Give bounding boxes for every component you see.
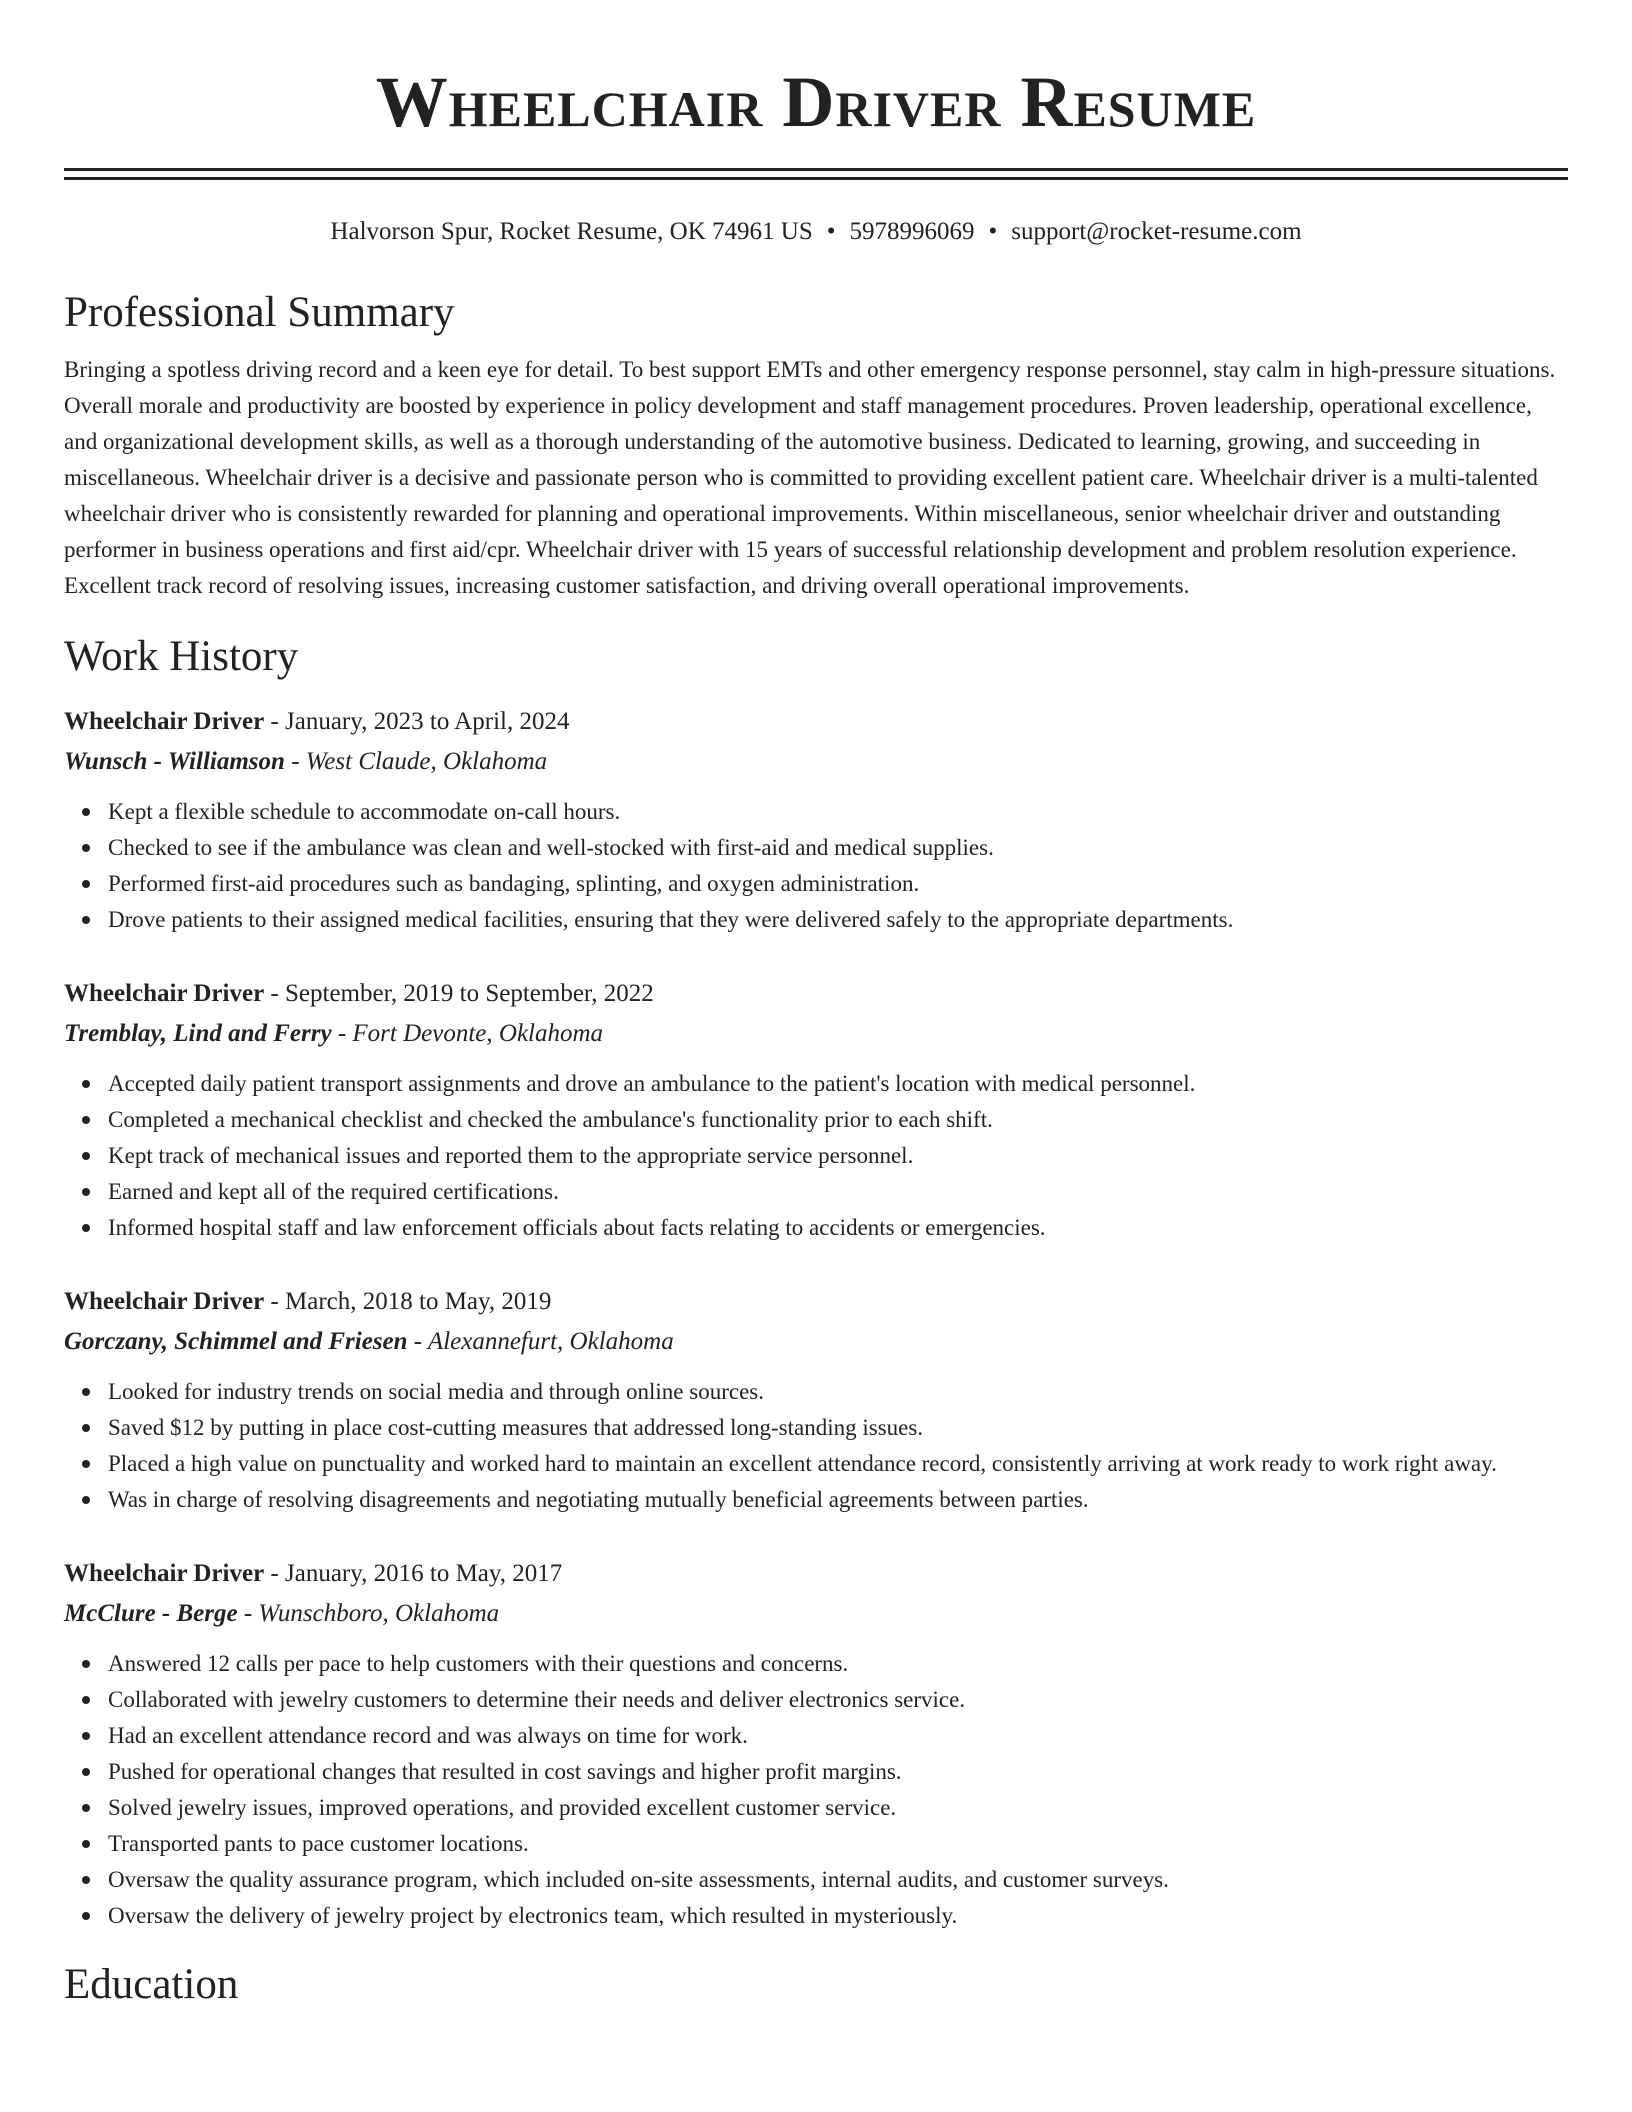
summary-text: Bringing a spotless driving record and a keen eye for detail. To best support EMTs and other emergency response personnel, stay calm in high-pressure situations. Overall morale and productivity are boosted by experience in policy development and staff management procedures. Proven leadership, operational excellence, and organizational development skills, as well as a thorough understanding of the automotive business. Dedicated to learning, growing, and succeeding in miscellaneous. Wheelchair driver is a decisive and passionate person who is committed to providing excellent patient care. Wheelchair driver is a multi-talented wheelchair driver who is consistently rewarded for planning and operational improvements. Within miscellaneous, senior wheelchair driver and outstanding performer in business operations and first aid/cpr. Wheelchair driver with 15 years of successful relationship development and problem resolution experience. Excellent track record of resolving issues, increasing customer satisfaction, and driving overall operational improvements. [64,357,1556,598]
job-company: Wunsch - Williamson [64,748,285,775]
list-item: Had an excellent attendance record and was always on time for work. [108,1718,1568,1754]
list-item: Collaborated with jewelry customers to determine their needs and deliver electronics service. [108,1682,1568,1718]
contact-phone: 5978996069 [849,218,975,245]
list-item: Kept track of mechanical issues and reported them to the appropriate service personnel. [108,1138,1568,1174]
job-duties [64,1374,1568,1518]
list-item: Answered 12 calls per pace to help customers with their questions and concerns. [108,1646,1568,1682]
job-entry [64,702,1568,938]
job-organization [64,1322,1568,1362]
job-role: Wheelchair Driver [64,1288,265,1315]
list-item: Informed hospital staff and law enforcement officials about facts relating to accidents or emergencies. [108,1210,1568,1246]
list-item: Accepted daily patient transport assignments and drove an ambulance to the patient's location with medical personnel. [108,1066,1568,1102]
job-dates: - March, 2018 to May, 2019 [264,1288,552,1315]
title-divider-bottom [64,177,1568,180]
summary-heading: Professional Summary [64,289,455,336]
list-item: Pushed for operational changes that resulted in cost savings and higher profit margins. [108,1754,1568,1790]
contact-line [64,216,1568,248]
contact-separator: • [826,218,836,245]
job-dates: - January, 2023 to April, 2024 [264,708,570,735]
job-header [64,1282,1568,1322]
job-location: - West Claude, Oklahoma [284,748,548,775]
job-duties [64,1646,1568,1934]
job-duties [64,1066,1568,1246]
work-history-list [64,702,1568,1934]
job-header [64,974,1568,1014]
job-role: Wheelchair Driver [64,708,265,735]
job-role: Wheelchair Driver [64,1560,265,1587]
list-item: Performed first-aid procedures such as bandaging, splinting, and oxygen administration. [108,866,1568,902]
job-location: - Fort Devonte, Oklahoma [331,1020,604,1047]
list-item: Oversaw the delivery of jewelry project by electronics team, which resulted in mysteriously. [108,1898,1568,1934]
list-item: Was in charge of resolving disagreements and negotiating mutually beneficial agreements between parties. [108,1482,1568,1518]
job-duties [64,794,1568,938]
job-company: Tremblay, Lind and Ferry [64,1020,332,1047]
job-organization [64,1594,1568,1634]
job-entry [64,1282,1568,1518]
list-item: Completed a mechanical checklist and checked the ambulance's functionality prior to each shift. [108,1102,1568,1138]
contact-address: Halvorson Spur, Rocket Resume, OK 74961 US [330,218,813,245]
list-item: Placed a high value on punctuality and worked hard to maintain an excellent attendance record, consistently arriving at work ready to work right away. [108,1446,1568,1482]
job-company: Gorczany, Schimmel and Friesen [64,1328,408,1355]
work-history-heading: Work History [64,633,299,680]
list-item: Earned and kept all of the required certifications. [108,1174,1568,1210]
job-entry [64,1554,1568,1934]
list-item: Oversaw the quality assurance program, which included on-site assessments, internal audits, and customer surveys. [108,1862,1568,1898]
job-header [64,1554,1568,1594]
job-header [64,702,1568,742]
list-item: Saved $12 by putting in place cost-cutting measures that addressed long-standing issues. [108,1410,1568,1446]
list-item: Checked to see if the ambulance was clean and well-stocked with first-aid and medical supplies. [108,830,1568,866]
job-location: - Wunschboro, Oklahoma [237,1600,500,1627]
resume-title: Wheelchair Driver Resume [375,62,1257,142]
job-entry [64,974,1568,1246]
list-item: Kept a flexible schedule to accommodate on-call hours. [108,794,1568,830]
education-heading: Education [64,1961,239,2008]
job-location: - Alexannefurt, Oklahoma [407,1328,674,1355]
list-item: Transported pants to pace customer locations. [108,1826,1568,1862]
list-item: Looked for industry trends on social media and through online sources. [108,1374,1568,1410]
job-role: Wheelchair Driver [64,980,265,1007]
job-organization [64,1014,1568,1054]
job-organization [64,742,1568,782]
job-dates: - September, 2019 to September, 2022 [264,980,654,1007]
title-divider-top [64,168,1568,171]
list-item: Solved jewelry issues, improved operations, and provided excellent customer service. [108,1790,1568,1826]
list-item: Drove patients to their assigned medical facilities, ensuring that they were delivered safely to the appropriate departments. [108,902,1568,938]
contact-separator: • [988,218,998,245]
job-dates: - January, 2016 to May, 2017 [264,1560,563,1587]
job-company: McClure - Berge [64,1600,238,1627]
contact-email: support@rocket-resume.com [1011,218,1302,245]
